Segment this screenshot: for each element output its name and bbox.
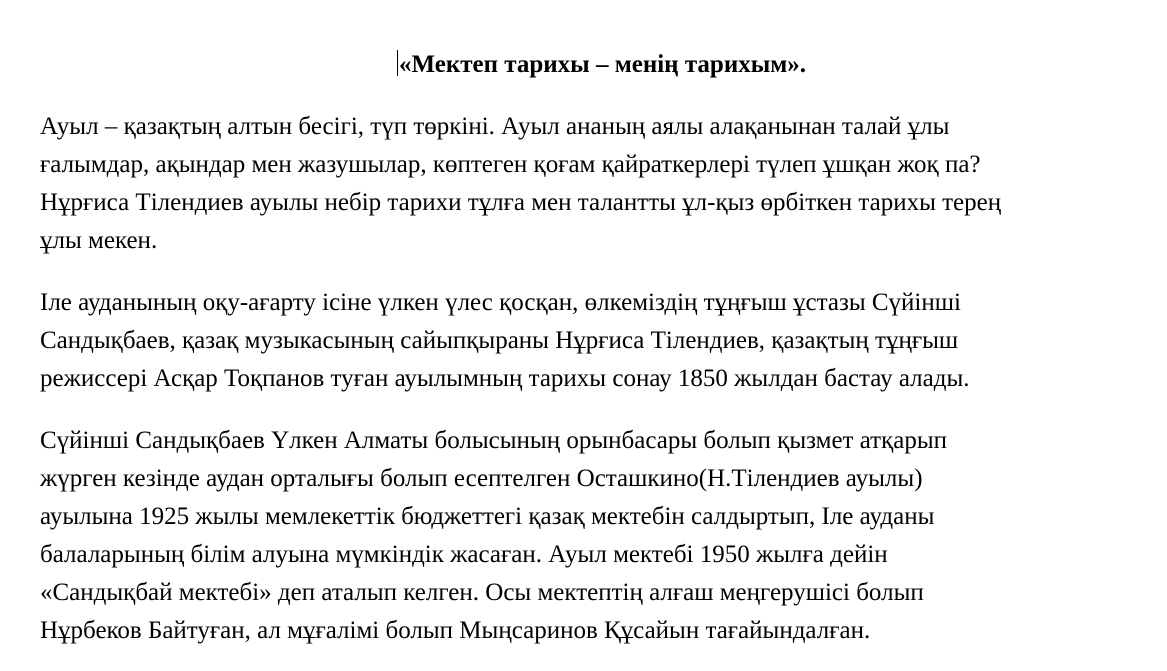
paragraph-line: ұлы мекен.: [40, 227, 158, 254]
paragraph-line: Нұрбеков Байтуған, ал мұғалімі болып Мыңсаринов Құсайын тағайындалған.: [40, 617, 871, 644]
document-title-text: «Мектеп тарихы – менің тарихым».: [398, 51, 807, 78]
paragraph-line: ғалымдар, ақындар мен жазушылар, көптеген қоғам қайраткерлері түлеп ұшқан жоқ па?: [40, 151, 981, 178]
paragraph-line: Ауыл – қазақтың алтын бесігі, түп төркіні. Ауыл ананың аялы алақанынан талай ұлы: [40, 113, 950, 140]
paragraph-line: ауылына 1925 жылы мемлекеттік бюджеттегі қазақ мектебін салдыртып, Іле ауданы: [40, 503, 935, 530]
paragraph-1: [40, 108, 1001, 260]
document-title: [0, 48, 1167, 82]
paragraph-line: балаларының білім алуына мүмкіндік жасаған. Ауыл мектебі 1950 жылға дейін: [40, 541, 888, 568]
paragraph-line: жүрген кезінде аудан орталығы болып есептелген Осташкино(Н.Тілендиев ауылы): [40, 465, 923, 492]
paragraph-2: [40, 284, 970, 398]
paragraph-3: [40, 422, 947, 650]
paragraph-line: режиссері Асқар Тоқпанов туған ауылымның тарихы сонау 1850 жылдан бастау алады.: [40, 365, 970, 392]
paragraph-line: Сандықбаев, қазақ музыкасының сайыпқыраны Нұрғиса Тілендиев, қазақтың тұңғыш: [40, 327, 959, 354]
text-cursor: [397, 50, 398, 76]
paragraph-line: «Сандықбай мектебі» деп аталып келген. Осы мектептің алғаш меңгерушісі болып: [40, 579, 924, 606]
paragraph-line: Нұрғиса Тілендиев ауылы небір тарихи тұлға мен талантты ұл-қыз өрбіткен тарихы терең: [40, 189, 1002, 216]
paragraph-line: Іле ауданының оқу-ағарту ісіне үлкен үлес қосқан, өлкеміздің тұңғыш ұстазы Сүйінші: [40, 289, 961, 316]
paragraph-line: Сүйінші Сандықбаев Үлкен Алматы болысының орынбасары болып қызмет атқарып: [40, 427, 948, 454]
